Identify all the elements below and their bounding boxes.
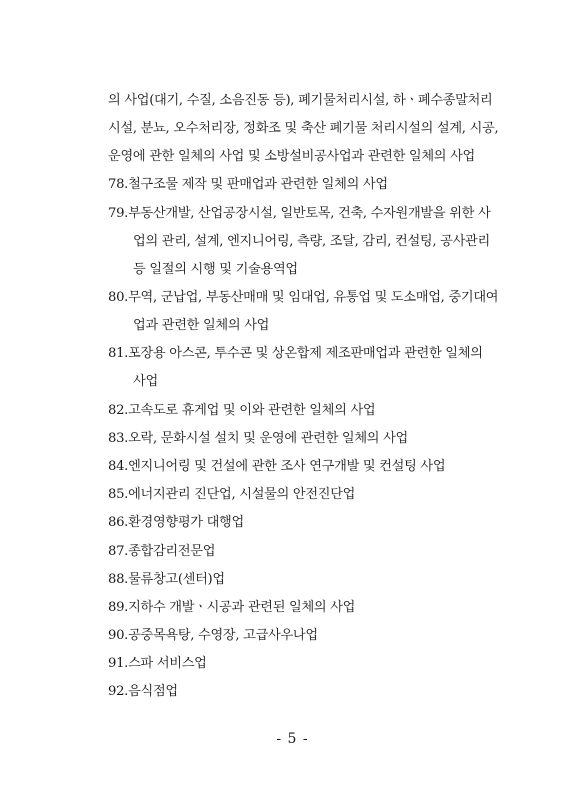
item-text: 철구조물 제작 및 판매업과 관련한 일체의 사업: [128, 177, 388, 192]
item-number: 82.: [108, 403, 129, 418]
list-item: [108, 543, 215, 561]
page-number: - 5 -: [276, 731, 309, 747]
list-item: [108, 402, 375, 420]
list-item: [108, 289, 498, 307]
continuation-line: 시설, 분뇨, 오수처리장, 정화조 및 축산 폐기물 처리시설의 설계, 시공,: [108, 121, 499, 136]
list-item: [108, 514, 244, 532]
item-text: 부동산개발, 산업공장시설, 일반토목, 건축, 수자원개발을 위한 사: [128, 206, 491, 221]
list-item: [108, 345, 483, 363]
item-number: 80.: [108, 290, 129, 305]
item-text: 오락, 문화시설 설치 및 운영에 관련한 일체의 사업: [128, 431, 408, 446]
list-item: [108, 486, 355, 504]
list-item: [108, 430, 408, 448]
item-text: 음식점업: [128, 684, 178, 699]
list-item: [108, 205, 490, 223]
item-text: 엔지니어링 및 건설에 관한 조사 연구개발 및 컨설팅 사업: [128, 459, 446, 474]
item-number: 88.: [108, 572, 129, 587]
item-text-continued: 등 일절의 시행 및 기술용역업: [133, 262, 298, 277]
item-text: 지하수 개발ㆍ시공과 관련된 일체의 사업: [128, 600, 356, 615]
list-item: [108, 627, 318, 645]
item-number: 91.: [108, 656, 129, 671]
list-item: [108, 655, 207, 673]
item-text: 종합감리전문업: [128, 544, 216, 559]
item-number: 92.: [108, 684, 129, 699]
item-number: 86.: [108, 515, 129, 530]
item-text: 무역, 군납업, 부동산매매 및 임대업, 유통업 및 도소매업, 중기대여: [128, 290, 499, 305]
item-text: 에너지관리 진단업, 시설물의 안전진단업: [128, 487, 356, 502]
item-number: 84.: [108, 459, 129, 474]
item-text: 포장용 아스콘, 투수콘 및 상온합제 제조판매업과 관련한 일체의: [128, 346, 483, 361]
item-number: 90.: [108, 628, 129, 643]
continuation-line: 의 사업(대기, 수질, 소음진동 등), 폐기물처리시설, 하ㆍ폐수종말처리: [108, 93, 493, 108]
item-text-continued: 업과 관련한 일체의 사업: [133, 318, 270, 333]
item-number: 87.: [108, 544, 129, 559]
item-text: 고속도로 휴게업 및 이와 관련한 일체의 사업: [128, 403, 376, 418]
list-item: [108, 458, 445, 476]
list-item: [108, 683, 178, 701]
list-item: [108, 571, 225, 589]
item-text-continued: 업의 관리, 설계, 엔지니어링, 측량, 조달, 감리, 컨설팅, 공사관리: [133, 234, 490, 249]
item-text: 환경영향평가 대행업: [128, 515, 244, 530]
item-text: 공중목욕탕, 수영장, 고급사우나업: [128, 628, 318, 643]
item-number: 83.: [108, 431, 129, 446]
item-number: 81.: [108, 346, 129, 361]
item-number: 78.: [108, 177, 129, 192]
list-item: [108, 599, 355, 617]
item-text: 스파 서비스업: [128, 656, 207, 671]
item-text-continued: 사업: [133, 374, 158, 389]
item-text: 물류창고(센터)업: [128, 572, 225, 587]
continuation-line: 운영에 관한 일체의 사업 및 소방설비공사업과 관련한 일체의 사업: [108, 149, 475, 164]
item-number: 79.: [108, 206, 129, 221]
list-item: [108, 176, 388, 194]
item-number: 85.: [108, 487, 129, 502]
item-number: 89.: [108, 600, 129, 615]
